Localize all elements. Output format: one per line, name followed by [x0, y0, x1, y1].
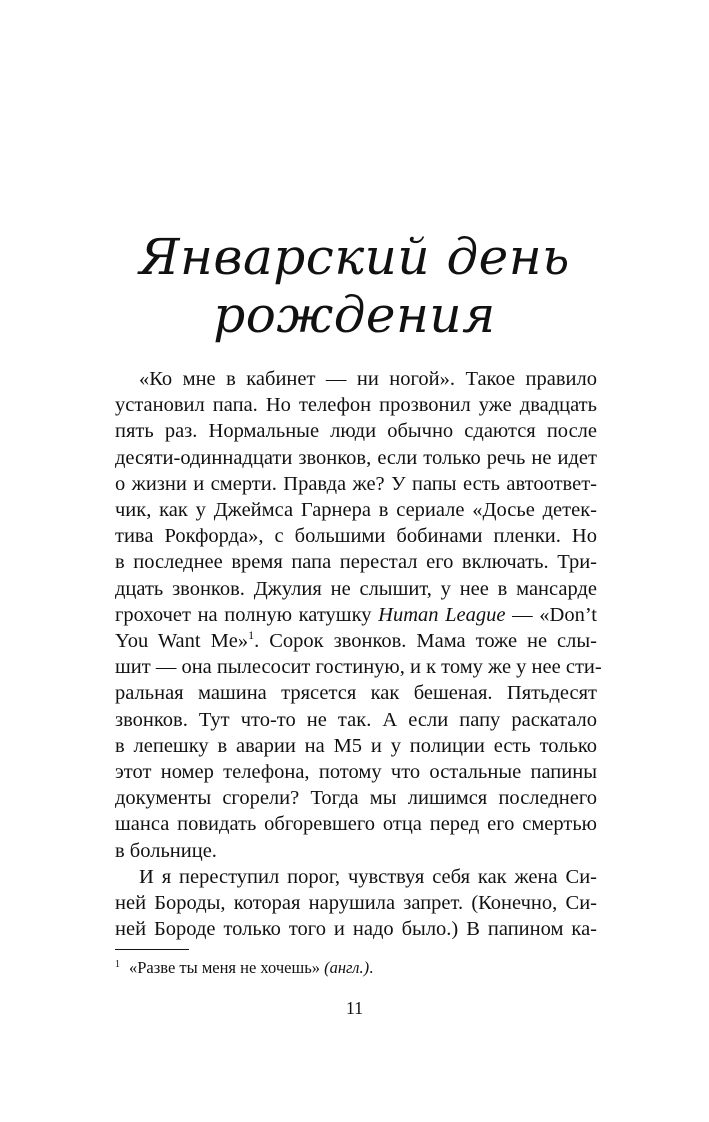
footnote-reference: 1 — [248, 628, 255, 643]
text-line: ней Бороды, которая нарушила запрет. (Конечно, Си- — [115, 892, 597, 915]
footnote-language-note: (англ.) — [324, 958, 370, 977]
footnote-text: «Разве ты меня не хочешь» — [129, 958, 325, 977]
text-line: в больнице. — [115, 839, 217, 862]
footnote-mark: 1 — [115, 958, 120, 970]
text-line: чик, как у Джеймса Гарнера в сериале «Досье детек- — [115, 499, 597, 522]
text-line — [115, 628, 597, 654]
text-line: ральная машина трясется как бешеная. Пятьдесят — [115, 682, 597, 705]
text-line: пять раз. Нормальные люди обычно сдаются после — [115, 420, 597, 443]
text-line — [115, 602, 597, 628]
text-line: документы сгорели? Тогда мы лишимся последнего — [115, 787, 597, 810]
text-line: дцать звонков. Джулия не слышит, у нее в мансарде — [115, 577, 597, 600]
text-line: И я переступил порог, чувствуя себя как жена Си- — [139, 865, 597, 888]
page-number: 11 — [345, 998, 364, 1018]
footnote — [115, 958, 597, 978]
text-line: «Ко мне в кабинет — ни ногой». Такое правило — [139, 368, 597, 390]
text-line: звонков. Тут что-то не так. А если папу раскатало — [115, 708, 597, 731]
text-segment: — «Don’t — [505, 603, 597, 626]
text-line: шанса повидать обгоревшего отца перед его смертью — [115, 813, 597, 836]
text-segment: . Сорок звонков. Мама тоже не слы- — [254, 630, 597, 653]
text-segment: You Want Me» — [115, 630, 249, 653]
text-line: шит — она пылесосит гостиную, и к тому же у нее сти- — [115, 656, 602, 679]
text-line: тива Рокфорда», с большими бобинами пленки. Но — [115, 525, 597, 548]
body-text — [115, 366, 602, 942]
text-segment: грохочет на полную катушку — [115, 603, 379, 626]
text-line: о жизни и смерти. Правда же? У папы есть автоответ- — [115, 472, 597, 495]
text-line: этот номер телефона, потому что остальные папины — [115, 761, 597, 784]
text-line: в последнее время папа перестал его включать. Три- — [115, 551, 597, 574]
footnote-end: . — [369, 958, 374, 977]
chapter-title: Январский день рождения — [139, 228, 570, 344]
text-line: ней Бороде только того и надо было.) В папином ка- — [115, 918, 597, 941]
text-line: установил папа. Но телефон прозвонил уже двадцать — [115, 394, 597, 417]
text-line: десяти-одиннадцати звонков, если только речь не идет — [115, 446, 597, 469]
footnote-divider — [115, 949, 189, 950]
text-line: в лепешку в аварии на М5 и у полиции есть только — [115, 734, 597, 757]
band-name: Human League — [378, 603, 506, 626]
